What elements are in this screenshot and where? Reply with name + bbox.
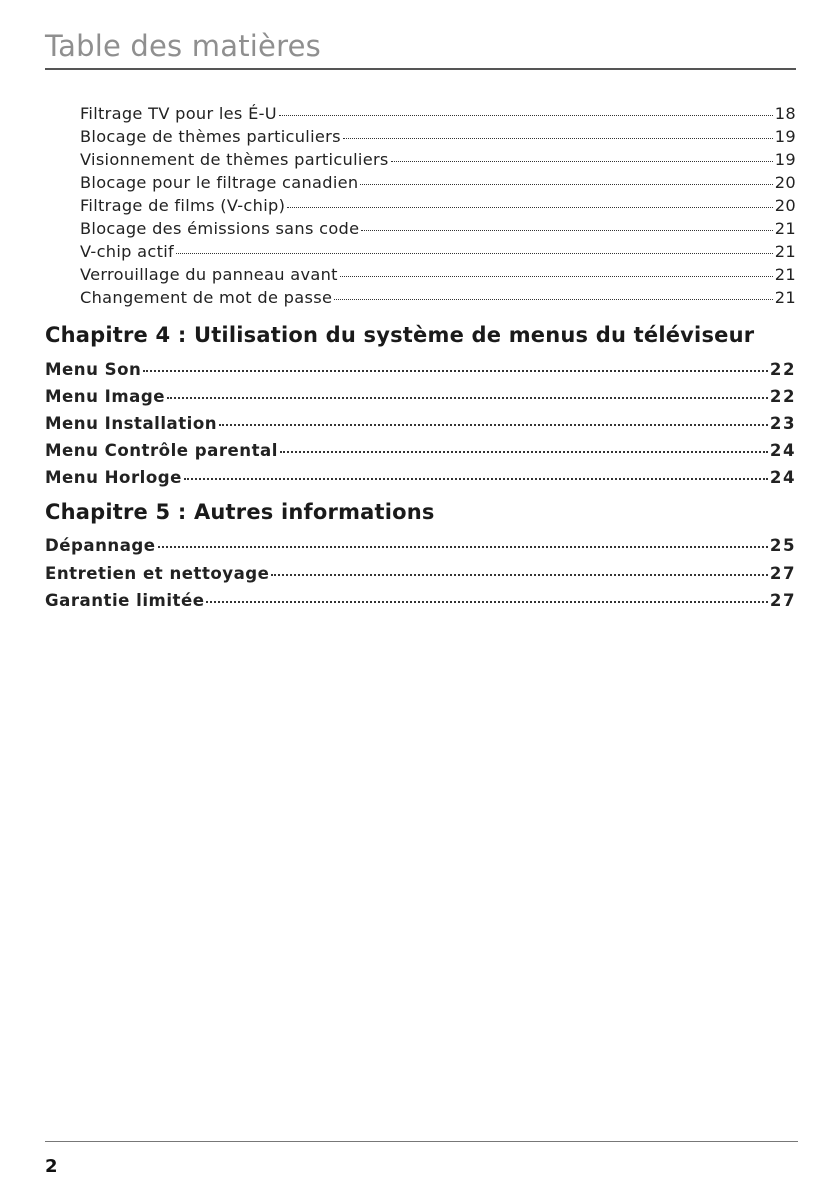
toc-entry-label: Menu Son <box>45 360 142 379</box>
dot-leader <box>343 138 773 139</box>
dot-leader <box>167 397 768 399</box>
footer-divider <box>45 1141 798 1142</box>
dot-leader <box>271 574 767 576</box>
toc-entry-label: Filtrage TV pour les É-U <box>80 104 277 123</box>
toc-subentry[interactable] <box>80 150 796 169</box>
toc-entry-label: Visionnement de thèmes particuliers <box>80 150 389 169</box>
toc-page-number: 22 <box>769 387 796 406</box>
toc-subentry[interactable] <box>80 219 796 238</box>
toc-entry-label: Verrouillage du panneau avant <box>80 265 338 284</box>
toc-page-number: 27 <box>769 564 796 583</box>
toc-entry[interactable] <box>45 414 796 433</box>
toc-subentry[interactable] <box>80 196 796 215</box>
toc-entry[interactable] <box>45 441 796 460</box>
toc-entry[interactable] <box>45 468 796 487</box>
toc-page-number: 21 <box>774 242 796 261</box>
toc-page-number: 27 <box>769 591 796 610</box>
toc-entry[interactable] <box>45 536 796 555</box>
page-number: 2 <box>45 1156 58 1177</box>
toc-page-number: 24 <box>769 441 796 460</box>
toc-entry-label: Menu Image <box>45 387 165 406</box>
toc-subentry[interactable] <box>80 173 796 192</box>
toc-subentry[interactable] <box>80 127 796 146</box>
dot-leader <box>361 230 772 231</box>
toc-entry-label: Menu Installation <box>45 414 218 433</box>
dot-leader <box>360 184 772 185</box>
toc-page-number: 22 <box>769 360 796 379</box>
toc-entry-label: Menu Horloge <box>45 468 182 487</box>
toc-subentry[interactable] <box>80 288 796 307</box>
dot-leader <box>206 601 767 603</box>
toc-subentry[interactable] <box>80 104 796 123</box>
toc-entry-label: Entretien et nettoyage <box>45 564 270 583</box>
toc-entry[interactable] <box>45 591 796 610</box>
toc-page-number: 23 <box>769 414 796 433</box>
dot-leader <box>219 424 768 426</box>
toc-entry-label: Changement de mot de passe <box>80 288 333 307</box>
toc-page-number: 19 <box>774 127 796 146</box>
dot-leader <box>340 276 773 277</box>
toc-page-number: 20 <box>774 196 796 215</box>
toc-page-number: 19 <box>774 150 796 169</box>
toc-entry-label: Dépannage <box>45 536 156 555</box>
toc-page-number: 20 <box>774 173 796 192</box>
dot-leader <box>176 253 773 254</box>
chapter-heading: Chapitre 4 : Utilisation du système de menus du téléviseur <box>45 323 755 347</box>
toc-page-number: 21 <box>774 265 796 284</box>
toc-entry-label: Blocage pour le filtrage canadien <box>80 173 359 192</box>
toc-entry-label: V-chip actif <box>80 242 175 261</box>
toc-subentry[interactable] <box>80 265 796 284</box>
toc-entry-label: Menu Contrôle parental <box>45 441 278 460</box>
dot-leader <box>334 299 773 300</box>
chapter-heading: Chapitre 5 : Autres informations <box>45 500 435 524</box>
dot-leader <box>280 451 768 453</box>
toc-page-number: 25 <box>769 536 796 555</box>
dot-leader <box>184 478 768 480</box>
toc-page-number: 21 <box>774 219 796 238</box>
toc-page-number: 21 <box>774 288 796 307</box>
toc-entry[interactable] <box>45 360 796 379</box>
toc-entry-label: Garantie limitée <box>45 591 205 610</box>
toc-page-number: 18 <box>774 104 796 123</box>
page-title: Table des matières <box>45 29 321 63</box>
toc-entry[interactable] <box>45 564 796 583</box>
toc-entry-label: Blocage de thèmes particuliers <box>80 127 341 146</box>
dot-leader <box>143 370 768 372</box>
title-divider <box>45 68 796 70</box>
toc-subentry[interactable] <box>80 242 796 261</box>
dot-leader <box>391 161 773 162</box>
toc-entry-label: Filtrage de films (V-chip) <box>80 196 286 215</box>
toc-entry[interactable] <box>45 387 796 406</box>
dot-leader <box>279 115 773 116</box>
toc-page-number: 24 <box>769 468 796 487</box>
toc-entry-label: Blocage des émissions sans code <box>80 219 360 238</box>
dot-leader <box>158 546 768 548</box>
dot-leader <box>287 207 773 208</box>
